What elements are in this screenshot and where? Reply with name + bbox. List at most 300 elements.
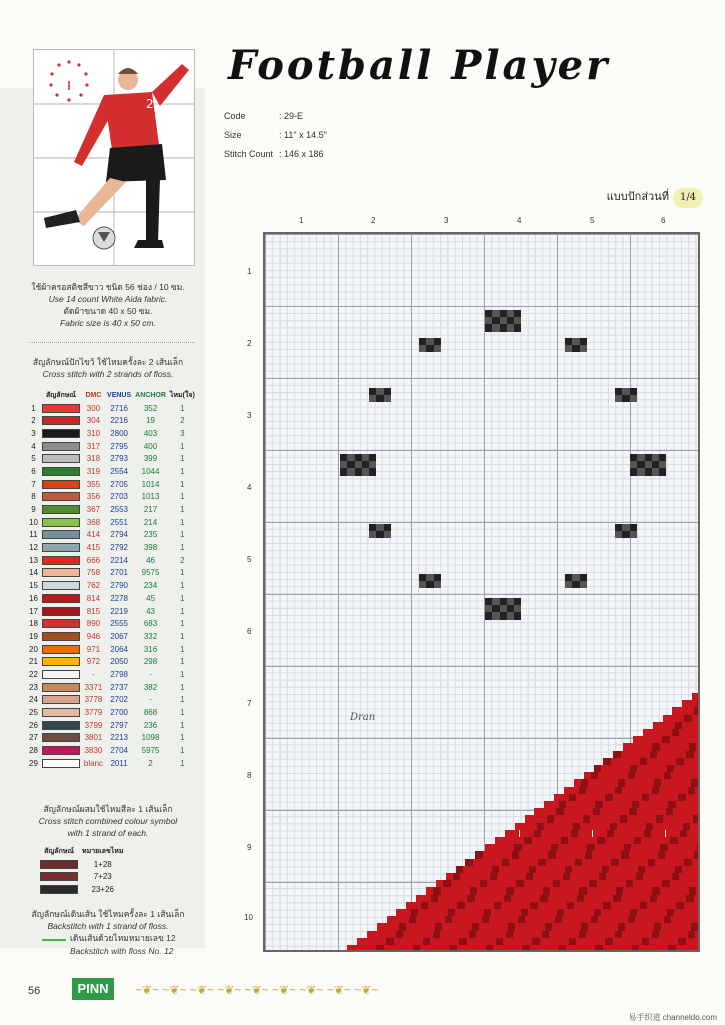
chart-note: Dran <box>350 712 376 723</box>
cross-stitch-thai: สัญลักษณ์ปักไขว้ ใช้ไหมครั้งละ 2 เส้นเล็ก <box>32 357 184 367</box>
sleeve-stitch <box>411 909 418 916</box>
clock-dot-motif <box>637 468 644 475</box>
sleeve-stitch <box>633 902 640 909</box>
legend-row <box>27 440 197 453</box>
clock-dot-motif <box>500 605 507 612</box>
sleeve-stitch <box>487 859 494 866</box>
sleeve-stitch <box>570 851 577 858</box>
sleeve-stitch <box>561 794 568 801</box>
sleeve-stitch <box>584 895 591 902</box>
legend-swatch <box>42 442 80 451</box>
sleeve-stitch <box>674 931 681 938</box>
clock-dot-motif <box>485 310 492 317</box>
sleeve-stitch <box>675 823 682 830</box>
combined-info <box>8 803 208 839</box>
sleeve-stitch <box>578 830 585 837</box>
sleeve-stitch <box>423 916 430 923</box>
sleeve-stitch <box>463 866 470 873</box>
sleeve-stitch <box>544 801 551 808</box>
clock-dot-motif <box>507 310 514 317</box>
sleeve-stitch <box>463 887 470 894</box>
sleeve-stitch <box>673 808 680 815</box>
sleeve-stitch <box>644 787 651 794</box>
watermark: 易手织道 channeldo.com <box>628 1013 717 1022</box>
sleeve-stitch <box>648 880 655 887</box>
sleeve-stitch <box>691 902 698 909</box>
legend-skeins: 1 <box>180 479 185 489</box>
sleeve-stitch <box>657 895 664 902</box>
clock-dot-motif <box>507 324 514 331</box>
sleeve-stitch <box>586 787 593 794</box>
sleeve-stitch <box>656 938 663 945</box>
sleeve-stitch <box>502 837 509 844</box>
sleeve-stitch <box>514 866 521 873</box>
sleeve-stitch <box>686 938 693 945</box>
legend-anchor: 43 <box>146 606 155 616</box>
sleeve-stitch <box>536 844 543 851</box>
sleeve-stitch <box>464 923 471 930</box>
combined-english-2: with 1 strand of each. <box>67 828 149 838</box>
sleeve-stitch <box>632 945 639 952</box>
sleeve-stitch <box>540 895 547 902</box>
sleeve-stitch <box>621 873 628 880</box>
sleeve-stitch <box>509 880 516 887</box>
legend-skeins: 2 <box>180 416 185 426</box>
sleeve-stitch <box>503 916 510 923</box>
legend-swatch-cell <box>40 579 82 592</box>
sleeve-stitch <box>545 902 552 909</box>
legend-swatch-cell <box>40 516 82 529</box>
sleeve-stitch <box>656 794 663 801</box>
legend-swatch <box>42 429 80 438</box>
sleeve-stitch <box>548 873 555 880</box>
sleeve-stitch <box>477 887 484 894</box>
svg-text:2: 2 <box>146 97 154 111</box>
sleeve-stitch <box>491 931 498 938</box>
clock-dot-motif <box>419 581 426 588</box>
sleeve-stitch <box>621 851 628 858</box>
sleeve-stitch <box>574 923 581 930</box>
sleeve-stitch <box>355 945 362 952</box>
sleeve-stitch <box>426 909 433 916</box>
sleeve-stitch <box>562 895 569 902</box>
sheet-label: แบบปักส่วนที่ <box>606 191 669 203</box>
legend-venus: 2794 <box>110 530 128 540</box>
sleeve-stitch <box>641 859 648 866</box>
sleeve-stitch <box>588 945 595 952</box>
sleeve-stitch <box>612 837 619 844</box>
sleeve-stitch <box>483 851 490 858</box>
sleeve-stitch <box>682 887 689 894</box>
sleeve-stitch <box>508 945 515 952</box>
sleeve-stitch <box>580 866 587 873</box>
clock-dot-motif <box>630 388 637 395</box>
legend-venus: 2064 <box>110 644 128 654</box>
sleeve-stitch <box>493 945 500 952</box>
sleeve-stitch <box>567 923 574 930</box>
sleeve-stitch <box>652 787 659 794</box>
sleeve-stitch <box>524 859 531 866</box>
legend-skeins: 3 <box>180 428 185 438</box>
sleeve-stitch <box>650 751 657 758</box>
legend-number: 25 <box>29 708 38 718</box>
sleeve-stitch <box>679 916 686 923</box>
clock-dot-motif <box>485 324 492 331</box>
sleeve-stitch <box>551 823 558 830</box>
sleeve-stitch <box>593 808 600 815</box>
axis-x-label: 1 <box>299 216 304 225</box>
sleeve-stitch <box>680 830 687 837</box>
axis-x-label: 2 <box>371 216 376 225</box>
sleeve-stitch <box>614 851 621 858</box>
sleeve-stitch <box>632 823 639 830</box>
sleeve-stitch <box>663 715 670 722</box>
sleeve-stitch <box>669 902 676 909</box>
legend-number: 8 <box>31 492 36 502</box>
clock-dot-motif <box>419 338 426 345</box>
legend-swatch <box>42 556 80 565</box>
sleeve-stitch <box>672 707 679 714</box>
sleeve-stitch <box>511 895 518 902</box>
sleeve-stitch <box>645 887 652 894</box>
sleeve-stitch <box>607 851 614 858</box>
legend-swatch-cell <box>40 668 82 681</box>
sleeve-stitch <box>697 722 700 729</box>
legend-number: 14 <box>29 568 38 578</box>
sleeve-stitch <box>611 902 618 909</box>
sleeve-stitch <box>456 866 463 873</box>
sleeve-stitch <box>421 923 428 930</box>
clock-dot-motif <box>426 574 433 581</box>
legend-swatch <box>42 619 80 628</box>
sleeve-stitch <box>697 844 700 851</box>
clock-dot-motif <box>622 524 629 531</box>
sleeve-stitch <box>601 787 608 794</box>
legend-venus: 2701 <box>110 568 128 578</box>
legend-number: 24 <box>29 695 38 705</box>
sleeve-stitch <box>655 736 662 743</box>
clock-dot-motif <box>565 338 572 345</box>
legend-number: 9 <box>31 505 36 515</box>
sleeve-stitch <box>549 931 556 938</box>
sleeve-stitch <box>565 887 572 894</box>
thread-legend <box>27 389 197 770</box>
legend-swatch <box>42 695 80 704</box>
sleeve-stitch <box>501 923 508 930</box>
sleeve-stitch <box>548 851 555 858</box>
sleeve-stitch <box>453 873 460 880</box>
sleeve-stitch <box>690 844 697 851</box>
sleeve-stitch <box>596 923 603 930</box>
sleeve-stitch <box>575 880 582 887</box>
sleeve-stitch <box>559 923 566 930</box>
sleeve-stitch <box>540 916 547 923</box>
sleeve-stitch <box>664 895 671 902</box>
sleeve-stitch <box>475 895 482 902</box>
sleeve-stitch <box>683 823 690 830</box>
sleeve-stitch <box>437 938 444 945</box>
legend-venus: 2216 <box>110 416 128 426</box>
sleeve-stitch <box>671 938 678 945</box>
sleeve-stitch <box>668 801 675 808</box>
legend-dmc: 367 <box>86 505 101 515</box>
sleeve-stitch <box>512 851 519 858</box>
sleeve-stitch <box>573 823 580 830</box>
sleeve-stitch <box>521 887 528 894</box>
legend-venus: 2800 <box>110 428 128 438</box>
legend-anchor: 382 <box>143 682 158 692</box>
sleeve-stitch <box>396 931 403 938</box>
sleeve-stitch <box>597 837 604 844</box>
sleeve-stitch <box>676 902 683 909</box>
legend-skeins: 1 <box>180 517 185 527</box>
legend-swatch-cell <box>40 478 82 491</box>
sleeve-stitch <box>685 815 692 822</box>
sleeve-stitch <box>529 866 536 873</box>
legend-venus: 2700 <box>110 708 128 718</box>
sleeve-stitch <box>602 823 609 830</box>
axis-x-label: 3 <box>444 216 449 225</box>
sleeve-stitch <box>549 808 556 815</box>
sleeve-stitch <box>455 909 462 916</box>
sleeve-stitch <box>622 787 629 794</box>
sleeve-stitch <box>575 837 582 844</box>
clock-dot-motif <box>347 468 354 475</box>
clock-dot-motif <box>485 612 492 619</box>
sleeve-stitch <box>583 938 590 945</box>
sleeve-stitch <box>426 887 433 894</box>
legend-swatch <box>42 543 80 552</box>
sleeve-stitch <box>579 787 586 794</box>
legend-dmc: 304 <box>86 416 101 426</box>
sleeve-stitch <box>687 851 694 858</box>
clock-dot-motif <box>384 524 391 531</box>
legend-skeins: 1 <box>180 505 185 515</box>
sleeve-stitch <box>523 902 530 909</box>
sleeve-stitch <box>685 837 692 844</box>
clock-dot-motif <box>492 324 499 331</box>
sleeve-stitch <box>455 887 462 894</box>
sleeve-stitch <box>541 830 548 837</box>
sleeve-stitch <box>413 945 420 952</box>
sleeve-stitch <box>516 880 523 887</box>
sleeve-stitch <box>650 729 657 736</box>
sleeve-stitch <box>626 859 633 866</box>
sleeve-stitch <box>606 916 613 923</box>
sleeve-stitch <box>654 801 661 808</box>
sleeve-stitch <box>465 859 472 866</box>
sleeve-stitch <box>435 923 442 930</box>
sleeve-stitch <box>460 873 467 880</box>
legend-row <box>27 655 197 668</box>
legend-skeins: 1 <box>180 454 185 464</box>
sleeve-stitch <box>533 873 540 880</box>
legend-venus: 2551 <box>110 517 128 527</box>
sleeve-stitch <box>379 938 386 945</box>
sleeve-stitch <box>553 859 560 866</box>
legend-dmc: blanc <box>83 758 104 768</box>
sleeve-stitch <box>690 945 697 952</box>
sleeve-stitch <box>667 866 674 873</box>
sleeve-stitch <box>683 779 690 786</box>
sleeve-stitch <box>662 880 669 887</box>
clock-dot-motif <box>492 317 499 324</box>
legend-row <box>27 478 197 491</box>
sleeve-stitch <box>660 887 667 894</box>
sleeve-stitch <box>655 758 662 765</box>
sleeve-stitch <box>475 851 482 858</box>
sleeve-stitch <box>618 880 625 887</box>
sleeve-stitch <box>537 923 544 930</box>
pattern-meta <box>222 106 333 165</box>
sleeve-stitch <box>625 923 632 930</box>
sleeve-stitch <box>668 844 675 851</box>
sleeve-stitch <box>620 794 627 801</box>
sleeve-stitch <box>622 808 629 815</box>
legend-anchor: 9575 <box>141 568 160 578</box>
sleeve-stitch <box>458 880 465 887</box>
sleeve-stitch <box>594 866 601 873</box>
legend-row <box>27 681 197 694</box>
sleeve-stitch <box>445 938 452 945</box>
sleeve-stitch <box>597 880 604 887</box>
legend-dmc: 972 <box>86 657 101 667</box>
legend-swatch-cell <box>40 554 82 567</box>
sleeve-stitch <box>590 859 597 866</box>
sleeve-stitch <box>686 772 693 779</box>
sleeve-stitch <box>519 873 526 880</box>
sleeve-stitch <box>450 902 457 909</box>
sleeve-stitch <box>550 909 557 916</box>
legend-dmc: 300 <box>86 403 101 413</box>
legend-dmc: 319 <box>86 466 101 476</box>
sleeve-stitch <box>588 801 595 808</box>
sleeve-stitch <box>508 923 515 930</box>
backstitch-floss <box>70 932 176 944</box>
sleeve-stitch <box>594 887 601 894</box>
sleeve-stitch <box>515 923 522 930</box>
legend-swatch <box>42 505 80 514</box>
sleeve-stitch <box>664 916 671 923</box>
sleeve-stitch <box>521 909 528 916</box>
clock-dot-motif <box>500 324 507 331</box>
sleeve-stitch <box>603 779 610 786</box>
sleeve-stitch <box>590 815 597 822</box>
clock-dot-motif <box>615 388 622 395</box>
sleeve-stitch <box>401 938 408 945</box>
legend-venus: 2704 <box>110 746 128 756</box>
sleeve-stitch <box>524 880 531 887</box>
legend-number: 1 <box>31 403 36 413</box>
sleeve-stitch <box>652 765 659 772</box>
sleeve-stitch <box>632 923 639 930</box>
sleeve-stitch <box>649 815 656 822</box>
legend-venus: 2793 <box>110 454 128 464</box>
legend-number: 4 <box>31 441 36 451</box>
legend-swatch-cell <box>40 605 82 618</box>
clock-dot-motif <box>485 598 492 605</box>
sleeve-stitch <box>601 765 608 772</box>
sleeve-stitch <box>637 765 644 772</box>
sleeve-stitch <box>526 873 533 880</box>
legend-swatch-cell <box>40 529 82 542</box>
sleeve-stitch <box>610 923 617 930</box>
sleeve-stitch <box>557 931 564 938</box>
sleeve-stitch <box>545 880 552 887</box>
sleeve-stitch <box>515 945 522 952</box>
sleeve-stitch <box>645 743 652 750</box>
sleeve-stitch <box>414 902 421 909</box>
legend-swatch-cell <box>40 465 82 478</box>
sleeve-stitch <box>662 902 669 909</box>
sleeve-stitch <box>682 700 689 707</box>
page-number: 56 <box>28 985 41 997</box>
sleeve-stitch <box>562 916 569 923</box>
sleeve-stitch <box>613 751 620 758</box>
sleeve-stitch <box>496 938 503 945</box>
clock-dot-motif <box>652 468 659 475</box>
sleeve-stitch <box>499 866 506 873</box>
sleeve-stitch <box>602 866 609 873</box>
pattern-title: Football Player <box>228 42 611 89</box>
legend-venus: 2737 <box>110 682 128 692</box>
combined-row <box>38 883 125 896</box>
sleeve-stitch <box>683 801 690 808</box>
legend-swatch-cell <box>40 617 82 630</box>
legend-number: 7 <box>31 479 36 489</box>
sleeve-stitch <box>568 859 575 866</box>
sleeve-stitch <box>372 938 379 945</box>
sleeve-stitch <box>681 787 688 794</box>
sleeve-stitch <box>394 916 401 923</box>
sleeve-stitch <box>577 895 584 902</box>
axis-y-label: 10 <box>244 913 253 922</box>
sleeve-stitch <box>445 895 452 902</box>
sleeve-stitch <box>630 765 637 772</box>
sleeve-stitch <box>649 938 656 945</box>
sleeve-stitch <box>520 830 527 837</box>
sleeve-stitch <box>578 808 585 815</box>
sleeve-stitch <box>656 837 663 844</box>
sleeve-stitch <box>435 945 442 952</box>
sleeve-stitch <box>563 851 570 858</box>
sleeve-stitch <box>595 945 602 952</box>
clock-dot-motif <box>652 454 659 461</box>
legend-anchor: 19 <box>146 416 155 426</box>
sleeve-stitch <box>642 794 649 801</box>
clock-dot-motif <box>500 310 507 317</box>
legend-dmc: 415 <box>86 543 101 553</box>
sleeve-stitch <box>578 851 585 858</box>
legend-swatch <box>42 492 80 501</box>
legend-swatch <box>42 518 80 527</box>
clock-dot-motif <box>355 461 362 468</box>
sleeve-stitch <box>653 866 660 873</box>
sleeve-stitch <box>622 931 629 938</box>
sleeve-stitch <box>494 880 501 887</box>
legend-dmc: 758 <box>86 568 101 578</box>
sleeve-stitch <box>579 909 586 916</box>
sleeve-stitch <box>527 830 534 837</box>
sleeve-stitch <box>650 873 657 880</box>
sleeve-stitch <box>643 873 650 880</box>
sleeve-stitch <box>667 722 674 729</box>
sleeve-stitch <box>690 823 697 830</box>
sleeve-stitch <box>684 880 691 887</box>
sleeve-stitch <box>565 866 572 873</box>
sleeve-stitch <box>446 873 453 880</box>
sleeve-stitch <box>634 794 641 801</box>
